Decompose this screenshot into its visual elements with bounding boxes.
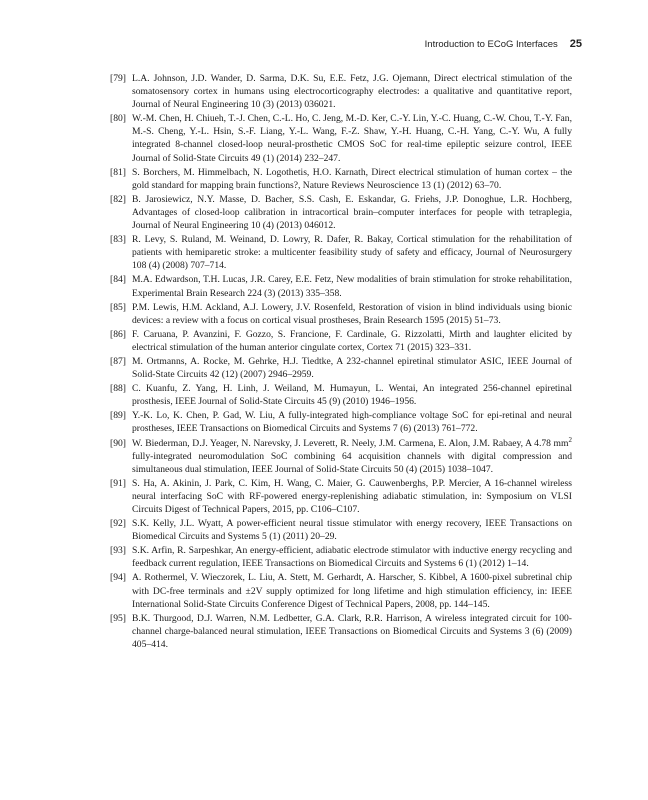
- reference-item: [110, 355, 572, 381]
- reference-item: [110, 166, 572, 192]
- reference-item: [110, 409, 572, 435]
- reference-item: [110, 193, 572, 232]
- reference-text: [132, 437, 572, 476]
- reference-item: [110, 517, 572, 543]
- reference-text: C. Kuanfu, Z. Yang, H. Linh, J. Weiland, M. Humayun, L. Wentai, An integrated 256-channel epiretinal prosthesis, IEEE Journal of Solid-State Circuits 45 (9) (2010) 1946–1956.: [132, 383, 572, 408]
- reference-text: S. Borchers, M. Himmelbach, N. Logothetis, H.O. Karnath, Direct electrical stimulation of human cortex – the gold standard for mapping brain functions?, Nature Reviews Neuroscience 13 (1) (2012) 63–70.: [132, 166, 572, 191]
- reference-text: Y.-K. Lo, K. Chen, P. Gad, W. Liu, A fully-integrated high-compliance voltage SoC for epi-retinal and neural prostheses, IEEE Transactions on Biomedical Circuits and Systems 7 (6) (2013) 761–772.: [132, 410, 572, 435]
- reference-number: [91]: [110, 477, 126, 489]
- reference-text: S.K. Kelly, J.L. Wyatt, A power-efficient neural tissue stimulator with energy recovery, IEEE Transactions on Biomedical Circuits and Systems 5 (1) (2011) 20–29.: [132, 518, 572, 543]
- reference-number: [87]: [110, 355, 126, 367]
- reference-item: [110, 273, 572, 299]
- reference-number: [86]: [110, 328, 126, 340]
- reference-text: M.A. Edwardson, T.H. Lucas, J.R. Carey, E.E. Fetz, New modalities of brain stimulation for stroke rehabilitation, Experimental Brain Research 224 (3) (2013) 335–358.: [132, 274, 572, 299]
- page-number: 25: [569, 38, 582, 50]
- reference-item: [110, 233, 572, 272]
- reference-text: A. Rothermel, V. Wieczorek, L. Liu, A. Stett, M. Gerhardt, A. Harscher, S. Kibbel, A 1600-pixel subretinal chip with DC-free terminals and ±2V supply optimized for long lifetime and high stimulation efficiency, in: IEEE International Solid-State Circuits Conference Digest of Technical Papers, 2008, pp. 144–145.: [132, 572, 572, 610]
- reference-number: [82]: [110, 193, 126, 205]
- reference-text: P.M. Lewis, H.M. Ackland, A.J. Lowery, J.V. Rosenfeld, Restoration of vision in blind individuals using bionic devices: a review with a focus on cortical visual prostheses, Brain Research 1595 (2015) 51–73.: [132, 301, 572, 326]
- reference-number: [88]: [110, 383, 126, 395]
- reference-list: [110, 72, 572, 652]
- reference-number: [95]: [110, 612, 126, 624]
- reference-number: [85]: [110, 301, 126, 313]
- reference-number: [81]: [110, 166, 126, 178]
- reference-text: F. Caruana, P. Avanzini, F. Gozzo, S. Francione, F. Cardinale, G. Rizzolatti, Mirth and laughter elicited by electrical stimulation of the human anterior cingulate cortex, Cortex 71 (2015) 323–331.: [132, 328, 572, 353]
- reference-text: B. Jarosiewicz, N.Y. Masse, D. Bacher, S.S. Cash, E. Eskandar, G. Friehs, J.P. Donoghue, L.R. Hochberg, Advantages of closed-loop calibration in intracortical brain–computer interfaces for people with tetraplegia, Journal of Neural Engineering 10 (4) (2013) 046012.: [132, 193, 572, 232]
- reference-item: [110, 112, 572, 164]
- reference-item: [110, 72, 572, 111]
- reference-text: R. Levy, S. Ruland, M. Weinand, D. Lowry, R. Dafer, R. Bakay, Cortical stimulation for the rehabilitation of patients with hemiparetic stroke: a multicenter feasibility study of safety and efficacy, Journal of Neurosurgery 108 (4) (2008) 707–714.: [132, 234, 572, 272]
- running-title: Introduction to ECoG Interfaces: [424, 39, 558, 50]
- reference-item: [110, 301, 572, 327]
- reference-text: L.A. Johnson, J.D. Wander, D. Sarma, D.K. Su, E.E. Fetz, J.G. Ojemann, Direct electrical stimulation of the somatosensory cortex in humans using electrocorticography electrodes: a qualitative and quantitative report, Journal of Neural Engineering 10 (3) (2013) 036021.: [132, 73, 572, 111]
- reference-number: [93]: [110, 545, 126, 557]
- reference-text: B.K. Thurgood, D.J. Warren, N.M. Ledbetter, G.A. Clark, R.R. Harrison, A wireless integrated circuit for 100-channel charge-balanced neural stimulation, IEEE Transactions on Biomedical Circuits and Systems 3 (6) (2009) 405–414.: [132, 612, 572, 650]
- reference-number: [84]: [110, 274, 126, 286]
- reference-number: [80]: [110, 113, 126, 125]
- reference-text: S.K. Arfin, R. Sarpeshkar, An energy-efficient, adiabatic electrode stimulator with inductive energy recycling and feedback current regulation, IEEE Transactions on Biomedical Circuits and Systems 6 (1) (2012) 1–14.: [132, 545, 572, 570]
- reference-item: [110, 328, 572, 354]
- reference-number: [83]: [110, 234, 126, 246]
- reference-text-part: W. Biederman, D.J. Yeager, N. Narevsky, J. Leverett, R. Neely, J.M. Carmena, E. Alon, J.M. Rabaey, A 4.78 mm: [132, 437, 569, 449]
- reference-item: [110, 544, 572, 570]
- reference-text: M. Ortmanns, A. Rocke, M. Gehrke, H.J. Tiedtke, A 232-channel epiretinal stimulator ASIC, IEEE Journal of Solid-State Circuits 42 (12) (2007) 2946–2959.: [132, 355, 572, 381]
- reference-number: [94]: [110, 572, 126, 584]
- reference-text: S. Ha, A. Akinin, J. Park, C. Kim, H. Wang, C. Maier, G. Cauwenberghs, P.P. Mercier, A 16-channel wireless neural interfacing SoC with RF-powered energy-replenishing adiabatic stimulation, in: Symposium on VLSI Circuits Digest of Technical Papers, 2015, pp. C106–C107.: [132, 477, 572, 515]
- reference-number: [79]: [110, 73, 126, 84]
- reference-number: [90]: [110, 437, 126, 449]
- reference-item: [110, 612, 572, 651]
- reference-number: [92]: [110, 518, 126, 530]
- reference-item: [110, 571, 572, 610]
- superscript: 2: [568, 435, 572, 444]
- running-header: [425, 38, 582, 50]
- reference-item: [110, 477, 572, 516]
- reference-text: W.-M. Chen, H. Chiueh, T.-J. Chen, C.-L. Ho, C. Jeng, M.-D. Ker, C.-Y. Lin, Y.-C. Huang, C.-W. Chou, T.-Y. Fan, M.-S. Cheng, Y.-L. Hsin, S.-F. Liang, Y.-L. Wang, F.-Z. Shaw, Y.-H. Huang, C.-H. Yang, C.-Y. Wu, A fully integrated 8-channel closed-loop neural-prosthetic CMOS SoC for real-time epileptic seizure control, IEEE Journal of Solid-State Circuits 49 (1) (2014) 232–247.: [132, 113, 572, 164]
- reference-number: [89]: [110, 410, 126, 422]
- reference-text-part: fully-integrated neuromodulation SoC combining 64 acquisition channels with digital compression and simultaneous dual stimulation, IEEE Journal of Solid-State Circuits 50 (4) (2015) 1038–1047.: [132, 450, 572, 475]
- reference-item: [110, 437, 572, 476]
- reference-item: [110, 382, 572, 408]
